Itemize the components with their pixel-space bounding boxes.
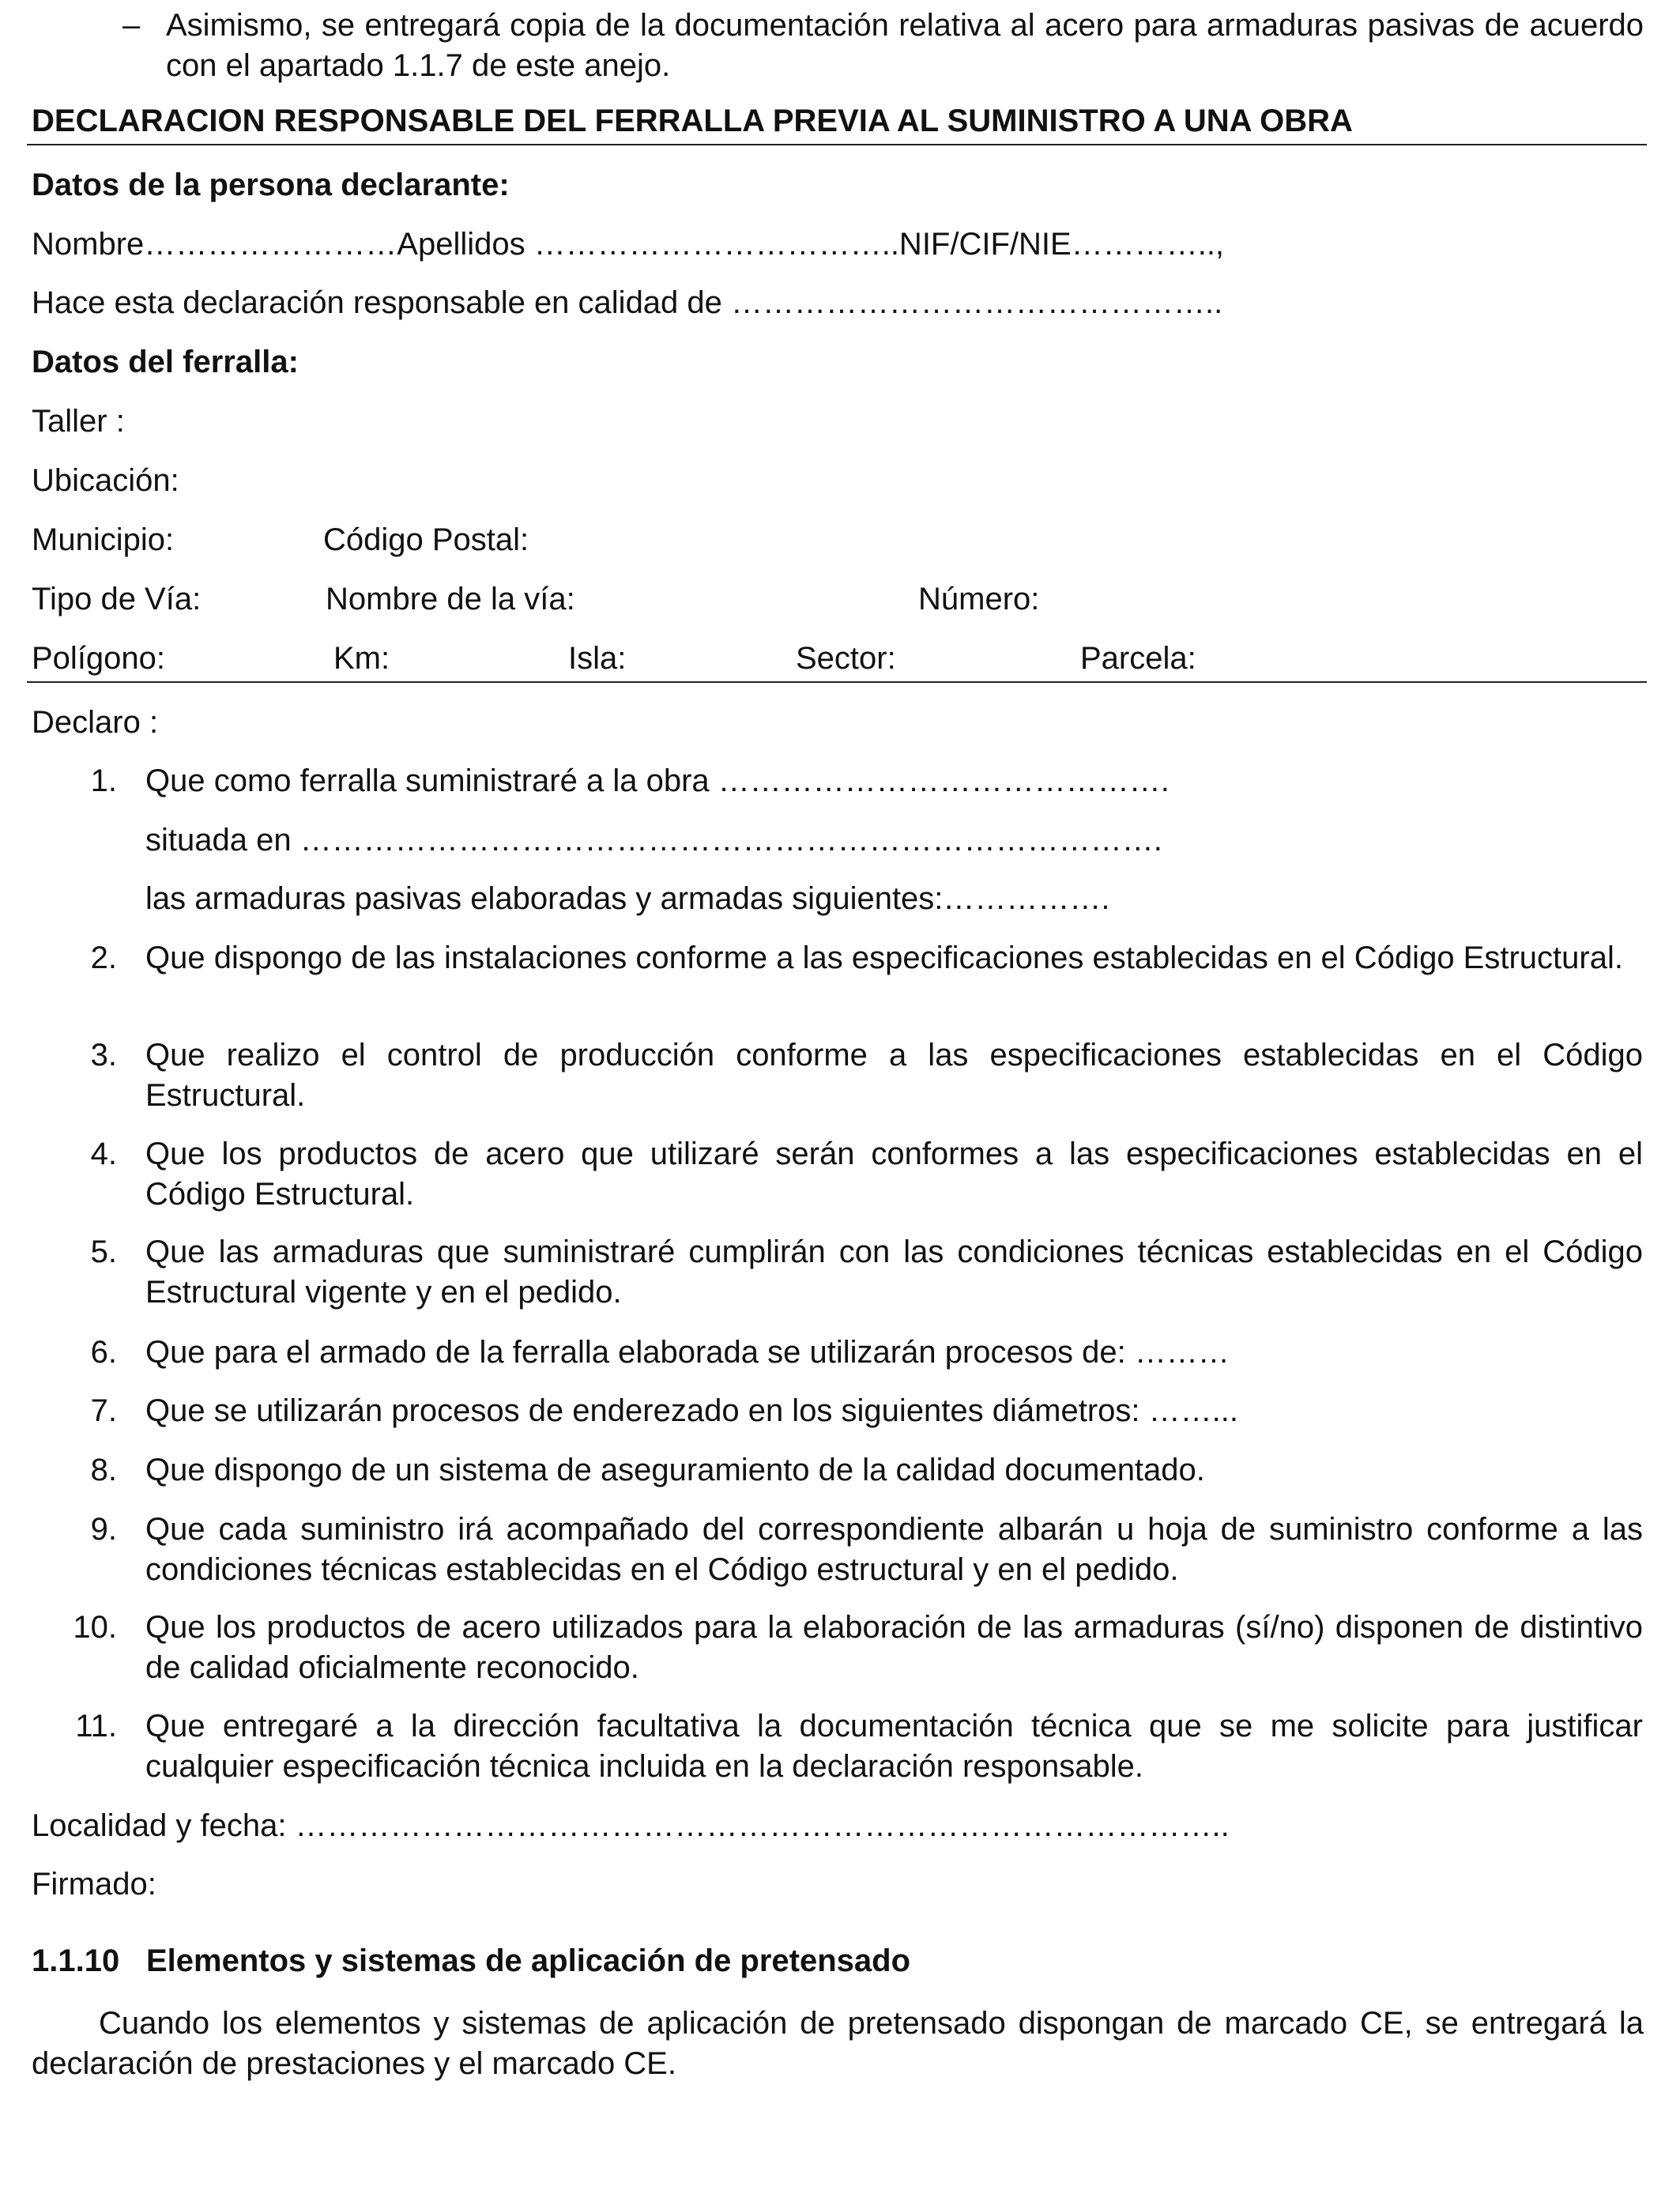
list-item: Que para el armado de la ferralla elaborada se utilizarán procesos de: ……… [145, 1335, 1230, 1370]
item-number: 7. [90, 1393, 117, 1428]
list-item: Que cada suministro irá acompañado del correspondiente albarán u hoja de suministro conforme a las condiciones técnicas establecidas en el Código estructural y en el pedido. [145, 1512, 1643, 1587]
item-number: 2. [90, 941, 117, 975]
dash-bullet: – [122, 8, 141, 43]
sector-label: Sector: [796, 641, 896, 676]
ferralla-heading: Datos del ferralla: [32, 345, 299, 379]
numero-label: Número: [918, 582, 1040, 616]
localidad-fecha-line: Localidad y fecha: …………………………………………………………………………….. [32, 1808, 1230, 1843]
title-divider [27, 144, 1647, 145]
list-item: Que entregaré a la dirección facultativa la documentación técnica que se me solicite para justificar cualquier especificación técnica incluida en la declaración responsable. [145, 1709, 1643, 1784]
isla-label: Isla: [568, 641, 627, 676]
ferralla-divider [27, 681, 1647, 683]
list-item: Que dispongo de las instalaciones conforme a las especificaciones establecidas en el Código Estructural. [145, 941, 1623, 975]
intro-paragraph: Asimismo, se entregará copia de la documentación relativa al acero para armaduras pasivas de acuerdo con el apartado 1.1.7 de este anejo. [166, 8, 1644, 83]
list-item: Que se utilizarán procesos de enderezado en los siguientes diámetros: ……... [145, 1393, 1238, 1428]
poligono-label: Polígono: [32, 641, 166, 676]
item-1-line-3: las armaduras pasivas elaboradas y armadas siguientes:……………. [145, 881, 1110, 916]
list-item: Que los productos de acero que utilizaré serán conformes a las especificaciones establecidas en el Código Estructural. [145, 1137, 1643, 1212]
list-item: Que los productos de acero utilizados para la elaboración de las armaduras (sí/no) disponen de distintivo de calidad oficialmente reconocido. [145, 1610, 1643, 1685]
declaration-title: DECLARACION RESPONSABLE DEL FERRALLA PREVIA AL SUMINISTRO A UNA OBRA [32, 104, 1353, 138]
declarant-heading: Datos de la persona declarante: [32, 168, 510, 202]
section-number: 1.1.10 [32, 1943, 120, 1978]
item-number: 10. [73, 1610, 117, 1645]
item-1-line-2: situada en ………………………………………………………………………. [145, 823, 1162, 858]
declarant-name-line: Nombre……………………Apellidos ……………………………..NIF/CIF/NIE………….., [32, 227, 1225, 262]
taller-label: Taller : [32, 404, 125, 439]
km-label: Km: [333, 641, 390, 676]
item-number: 5. [90, 1235, 117, 1269]
item-number: 4. [90, 1137, 117, 1171]
firmado-label: Firmado: [32, 1867, 156, 1902]
item-number: 8. [90, 1453, 117, 1487]
list-item: Que las armaduras que suministraré cumplirán con las condiciones técnicas establecidas en el Código Estructural vigente y en el pedido. [145, 1235, 1643, 1310]
declarant-capacity-line: Hace esta declaración responsable en calidad de ……………………………………….. [32, 285, 1223, 320]
declaro-label: Declaro : [32, 705, 159, 740]
item-1-number: 1. [90, 763, 117, 798]
list-item: Que dispongo de un sistema de aseguramiento de la calidad documentado. [145, 1453, 1205, 1487]
item-number: 9. [90, 1512, 117, 1547]
item-number: 6. [90, 1335, 117, 1370]
municipio-label: Municipio: [32, 522, 175, 557]
item-1-line-1: Que como ferralla suministraré a la obra ……………………………………. [145, 763, 1170, 798]
section-title: Elementos y sistemas de aplicación de pretensado [146, 1943, 911, 1978]
item-number: 3. [90, 1038, 117, 1072]
tipo-via-label: Tipo de Vía: [32, 582, 202, 616]
item-number: 11. [75, 1709, 117, 1744]
ubicacion-label: Ubicación: [32, 463, 179, 498]
parcela-label: Parcela: [1080, 641, 1196, 676]
codigo-postal-label: Código Postal: [323, 522, 529, 557]
section-paragraph: Cuando los elementos y sistemas de aplicación de pretensado dispongan de marcado CE, se entregará la declaración de prestaciones y el marcado CE. [32, 2006, 1644, 2081]
nombre-via-label: Nombre de la vía: [326, 582, 575, 616]
list-item: Que realizo el control de producción conforme a las especificaciones establecidas en el Código Estructural. [145, 1038, 1643, 1113]
